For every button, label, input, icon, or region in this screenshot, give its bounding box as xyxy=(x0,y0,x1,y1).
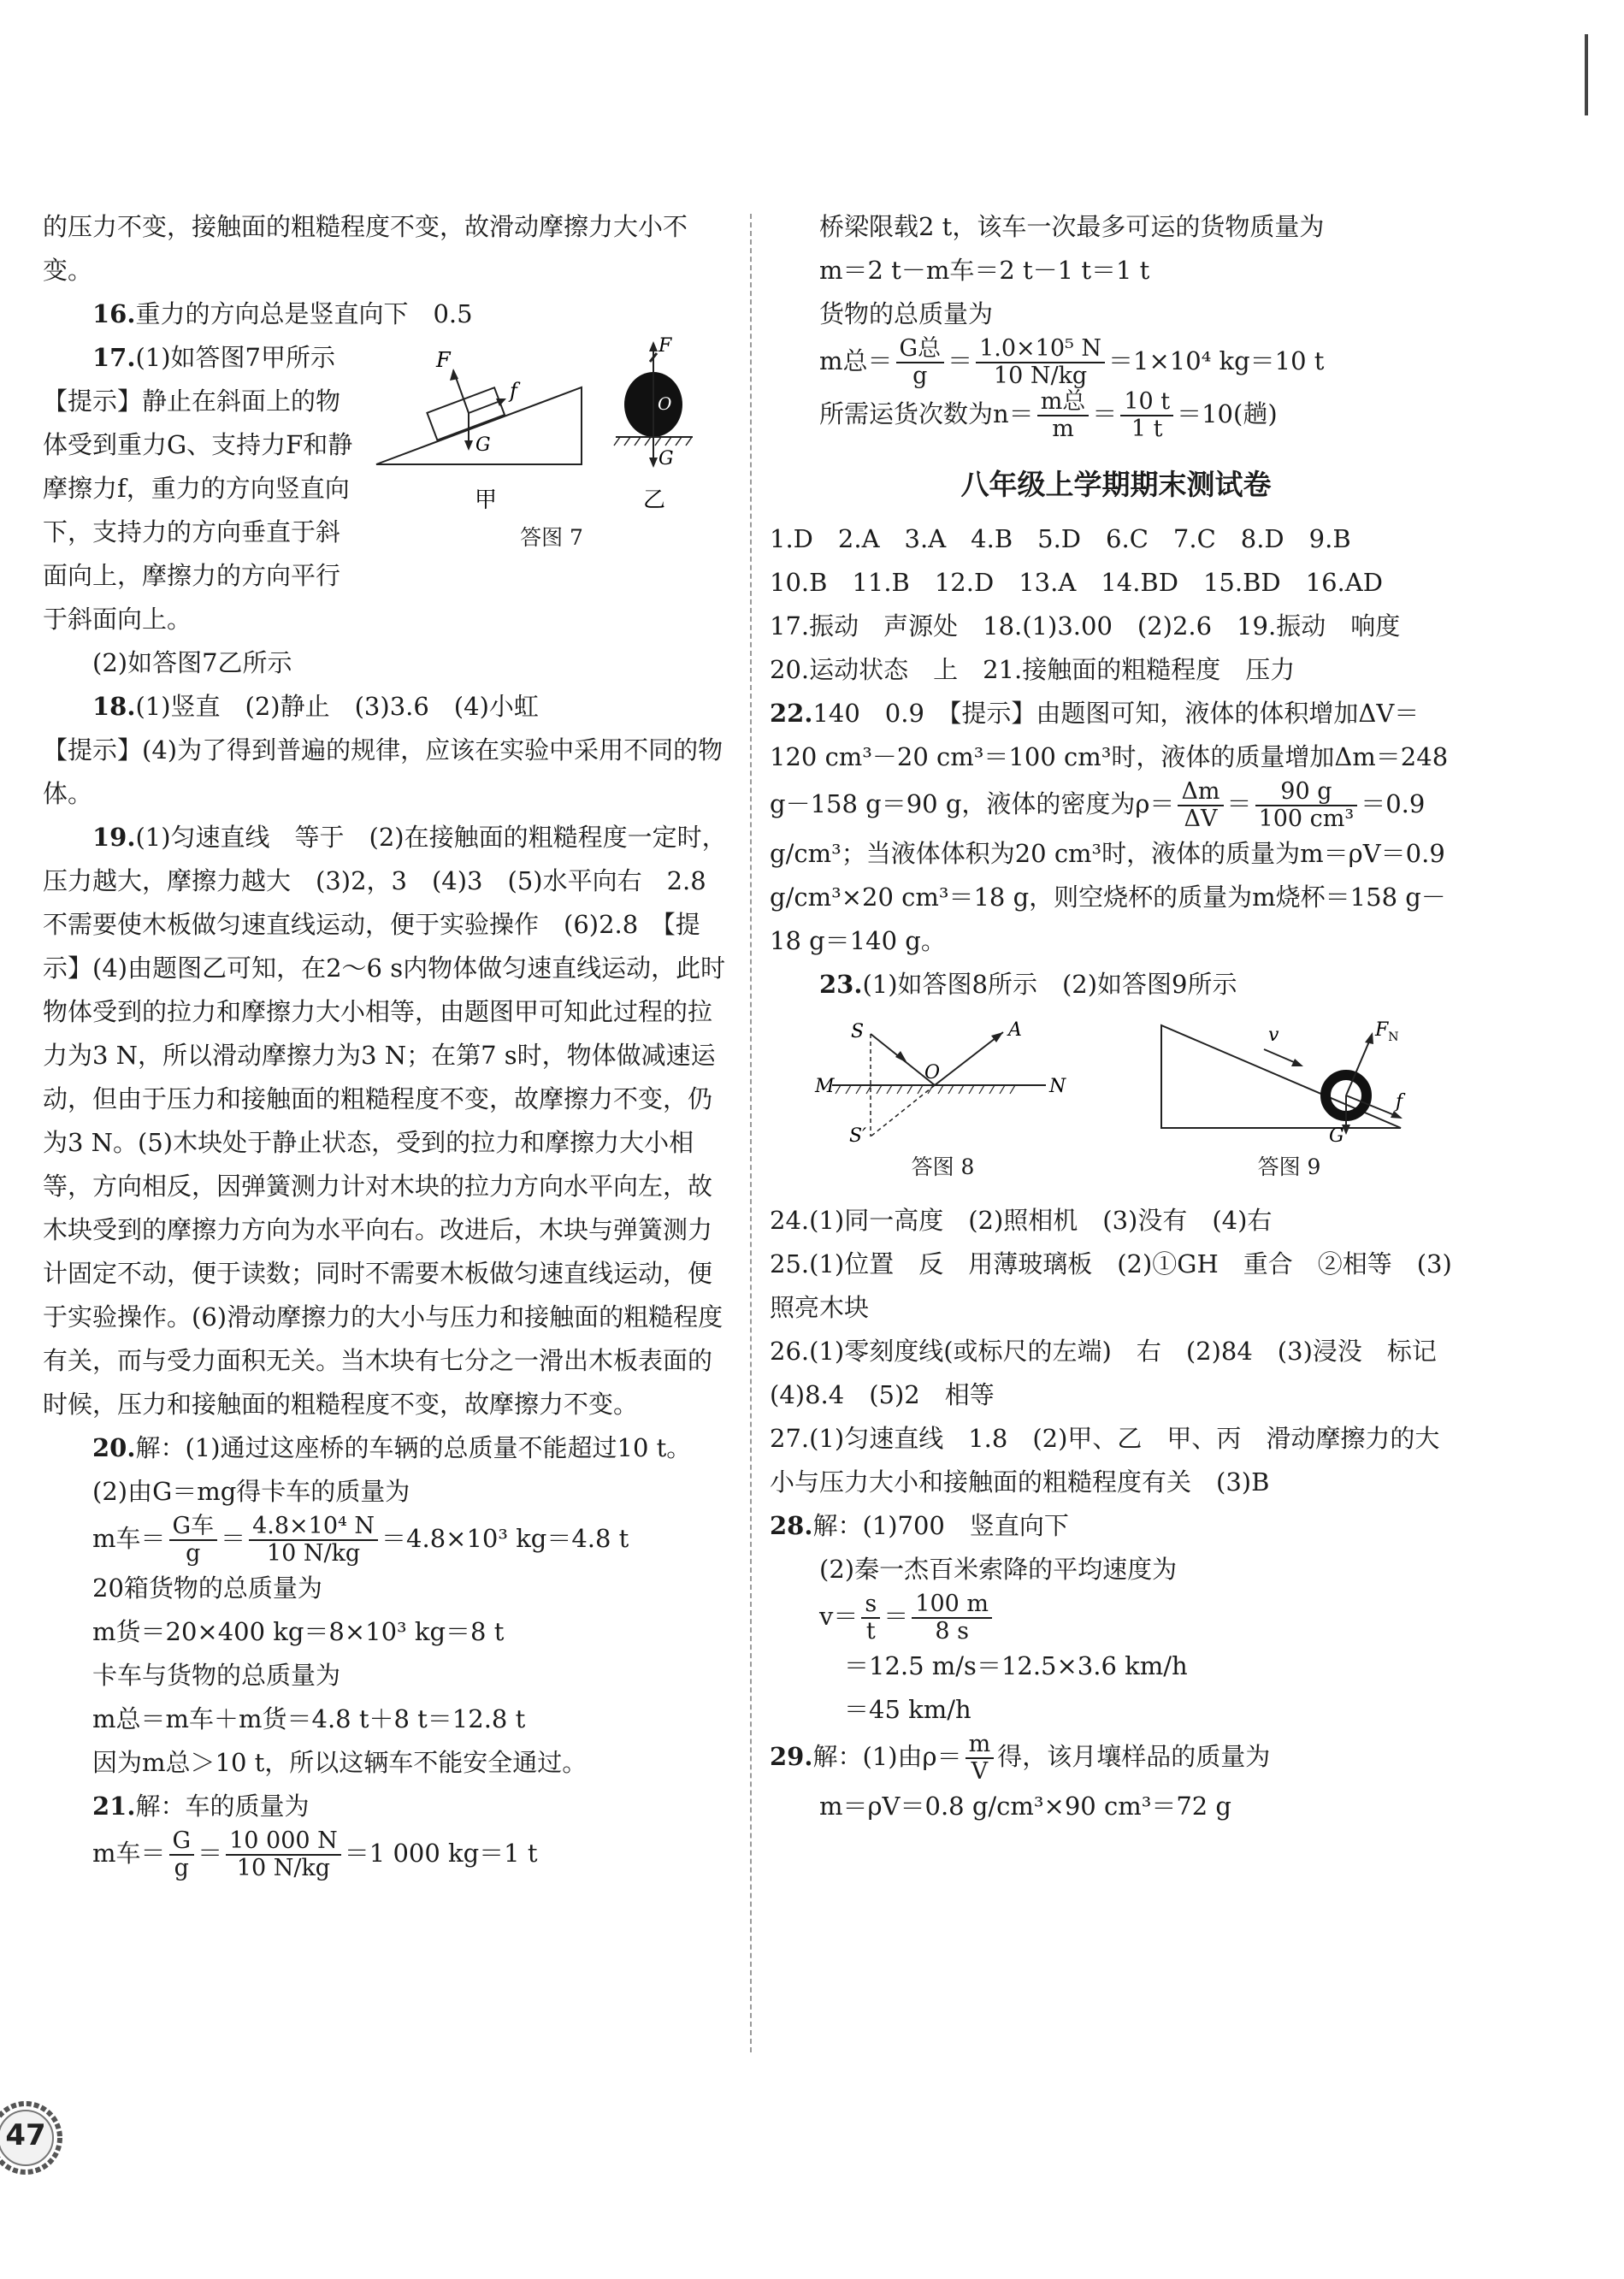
apple-label-F: F xyxy=(658,336,672,357)
numerator: G总 xyxy=(896,336,945,363)
fraction xyxy=(1178,779,1223,832)
answer-18 xyxy=(43,685,735,729)
fraction xyxy=(169,1828,195,1881)
answer-20 xyxy=(43,1426,735,1470)
denominator: 10 N/kg xyxy=(993,363,1088,389)
label-S: S xyxy=(850,1021,864,1042)
answer-29 xyxy=(770,1732,1462,1785)
answer-20-part2: (2)由G＝mg得卡车的质量为 xyxy=(92,1477,410,1506)
q18-text: (1)竖直 (2)静止 (3)3.6 (4)小虹 xyxy=(135,692,539,721)
label-N: N xyxy=(1048,1076,1066,1097)
equation-trip-count xyxy=(770,389,1462,442)
eq-sign: ＝ xyxy=(883,1602,909,1631)
q16-text: 重力的方向总是竖直向下 0.5 xyxy=(135,299,473,328)
right-column xyxy=(770,205,1462,1828)
q29-text-cont: 得，该月壤样品的质量为 xyxy=(997,1742,1271,1771)
label-FN-main: F xyxy=(1374,1019,1388,1041)
equation-speed-3: ＝45 km/h xyxy=(844,1695,971,1724)
label-f9: f xyxy=(1395,1091,1403,1113)
figure-8-diagram xyxy=(806,1017,1080,1145)
fraction xyxy=(226,1828,341,1881)
eq-sign: ＝ xyxy=(948,346,973,375)
equation-cargo-mass: m货＝20×400 kg＝8×10³ kg＝8 t xyxy=(92,1617,505,1646)
answer-20-part3: 20箱货物的总质量为 xyxy=(92,1573,322,1603)
answer-17-part2: (2)如答图7乙所示 xyxy=(92,648,292,677)
denominator: g xyxy=(912,363,928,389)
figure-7 xyxy=(368,336,735,550)
label-F: F xyxy=(436,348,451,372)
q18-number: 18. xyxy=(92,692,136,721)
fraction xyxy=(1120,389,1173,442)
numerator: 4.8×10⁴ N xyxy=(249,1514,378,1541)
eq-lhs: v＝ xyxy=(819,1602,859,1631)
figure-9-caption: 答图 9 xyxy=(1257,1154,1321,1179)
eq-sign: ＝ xyxy=(1092,399,1118,428)
figure-8 xyxy=(806,1017,1080,1189)
q23-text: (1)如答图8所示 (2)如答图9所示 xyxy=(862,970,1237,999)
denominator: V xyxy=(971,1758,989,1785)
denominator: t xyxy=(865,1618,876,1644)
denominator: 10 N/kg xyxy=(266,1540,361,1567)
answer-20-part4: 卡车与货物的总质量为 xyxy=(92,1661,341,1690)
equation-car-mass xyxy=(43,1828,735,1881)
q17-number: 17. xyxy=(92,343,136,372)
equation-speed xyxy=(770,1591,1462,1644)
fraction xyxy=(976,336,1105,389)
answer-28-part2: (2)秦一杰百米索降的平均速度为 xyxy=(819,1555,1178,1584)
answer-17-block xyxy=(43,336,735,641)
figure-7-caption: 答图 7 xyxy=(520,525,583,550)
denominator: g xyxy=(174,1855,189,1881)
apple-label-G: G xyxy=(658,448,674,469)
numerator: 90 g xyxy=(1255,779,1358,806)
q28-text: 解：(1)700 竖直向下 xyxy=(812,1511,1069,1540)
answer-21 xyxy=(43,1785,735,1828)
q17-text: (1)如答图7甲所示 【提示】静止在斜面上的物体受到重力G、支持力F和静摩擦力f，重力的方向竖直向下，支持力的方向垂直于斜面向上，摩擦力的方向平行于斜面向上。 xyxy=(43,343,360,634)
numerator: Δm xyxy=(1178,779,1223,806)
eq-rhs: ＝1 000 kg＝1 t xyxy=(344,1839,538,1868)
eq-rhs: ＝1×10⁴ kg＝10 t xyxy=(1108,346,1325,375)
eq-lhs: m车＝ xyxy=(92,1524,166,1553)
equation-cargo-total xyxy=(770,336,1462,389)
mc-answers-1: 1.D 2.A 3.A 4.B 5.D 6.C 7.C 8.D 9.B xyxy=(770,524,1351,553)
denominator: ΔV xyxy=(1184,806,1218,832)
figures-8-9 xyxy=(770,1017,1462,1189)
denominator: m xyxy=(1052,416,1074,442)
apple-label-O: O xyxy=(658,393,672,414)
numerator: 100 m xyxy=(912,1591,992,1619)
label-v: v xyxy=(1267,1024,1279,1046)
eq-sign: ＝ xyxy=(1226,789,1252,818)
eq-sign: ＝ xyxy=(198,1839,223,1868)
page-number: 47 xyxy=(5,2118,46,2152)
reflected-ray xyxy=(935,1032,1003,1085)
numerator: G车 xyxy=(169,1514,218,1541)
answer-24: 24.(1)同一高度 (2)照相机 (3)没有 (4)右 xyxy=(770,1206,1273,1235)
denominator: 10 N/kg xyxy=(236,1855,331,1881)
label-M: M xyxy=(814,1076,835,1097)
label-yi: 乙 xyxy=(643,487,666,513)
q20-number: 20. xyxy=(92,1433,136,1462)
fraction xyxy=(1255,779,1358,832)
label-jia: 甲 xyxy=(475,487,498,513)
q29-text: 解：(1)由ρ＝ xyxy=(812,1742,962,1771)
left-column xyxy=(43,205,735,1881)
answer-27: 27.(1)匀速直线 1.8 (2)甲、乙 甲、丙 滑动摩擦力的大小与压力大小和接触面的粗糙程度有关 (3)B xyxy=(770,1424,1440,1497)
block-on-incline xyxy=(427,387,505,440)
fraction xyxy=(912,1591,992,1644)
answer-26: 26.(1)零刻度线(或标尺的左端) 右 (2)84 (3)浸没 标记 (4)8.4 (5)2 相等 xyxy=(770,1337,1462,1409)
q22-number: 22. xyxy=(770,699,813,728)
fraction xyxy=(249,1514,378,1567)
label-S-prime: S′ xyxy=(848,1125,866,1145)
numerator: s xyxy=(861,1591,880,1619)
equation-truck-mass xyxy=(43,1514,735,1567)
numerator: 1.0×10⁵ N xyxy=(976,336,1105,363)
equation-speed-2: ＝12.5 m/s＝12.5×3.6 km/h xyxy=(844,1651,1188,1680)
eq-lhs: m总＝ xyxy=(819,346,893,375)
page-number-badge xyxy=(0,2099,77,2176)
continued-text: 的压力不变，接触面的粗糙程度不变，故滑动摩擦力大小不变。 xyxy=(43,212,688,285)
eq-rhs: ＝4.8×10³ kg＝4.8 t xyxy=(381,1524,629,1553)
q22-text-cont: ＝0.9 g/cm³；当液体体积为20 cm³时，液体的质量为m＝ρV＝0.9 g/cm³×20 cm³＝18 g，则空烧杯的质量为m烧杯＝158 g－18 g＝140 g。 xyxy=(770,789,1446,955)
denominator: g xyxy=(186,1540,201,1567)
cargo-total-text: 货物的总质量为 xyxy=(819,299,994,328)
eq-rhs: ＝10(趟) xyxy=(1177,399,1278,428)
q28-number: 28. xyxy=(770,1511,813,1540)
answer-20-conclusion: 因为m总＞10 t，所以这辆车不能安全通过。 xyxy=(92,1748,588,1777)
equation-sample-mass: m＝ρV＝0.8 g/cm³×90 cm³＝72 g xyxy=(819,1792,1231,1821)
answer-28 xyxy=(770,1504,1462,1548)
column-divider xyxy=(750,214,752,2052)
bridge-limit-text: 桥梁限载2 t，该车一次最多可运的货物质量为 xyxy=(819,212,1325,241)
q19-text: (1)匀速直线 等于 (2)在接触面的粗糙程度一定时，压力越大，摩擦力越大 (3)2，3 (4)3 (5)水平向右 2.8 不需要使木板做匀速直线运动，便于实验操作 (6)2.8 【提示】(4)由题图乙可知，在2～6 s内物体做匀速直线运动，此时物体受到的拉力和摩擦力大小相等，由题图甲可知此过程的拉力为3 N，所以滑动摩擦力为3 N；在第7 s时，物体做减速运动，但由于压力和接触面的粗糙程度不变，故摩擦力不变，仍为3 N。(5)木块处于静止状态，受到的拉力和摩擦力大小相等，方向相反，因弹簧测力计对木块的拉力方向水平向左，故木块受到的摩擦力方向为水平向右。改进后，木块与弹簧测力计固定不动，便于读数；同时不需要木板做匀速直线运动，便于实验操作。(6)滑动摩擦力的大小与压力和接触面的粗糙程度有关，而与受力面积无关。当木块有七分之一滑出木板表面的时候，压力和接触面的粗糙程度不变，故摩擦力不变。 xyxy=(43,823,731,1419)
virtual-ray xyxy=(871,1085,935,1137)
fraction xyxy=(169,1514,218,1567)
fraction xyxy=(896,336,945,389)
denominator: 100 cm³ xyxy=(1258,806,1355,832)
q21-text: 解：车的质量为 xyxy=(135,1792,310,1821)
label-G9: G xyxy=(1328,1125,1344,1145)
q22-text: 140 0.9 【提示】由题图可知，液体的体积增加ΔV＝120 cm³－20 cm³＝100 cm³时，液体的质量增加Δm＝248 g－158 g＝90 g，液体的密度为ρ＝ xyxy=(770,699,1449,818)
equation-cargo-limit: m＝2 t－m车＝2 t－1 t＝1 t xyxy=(819,256,1150,285)
label-A: A xyxy=(1007,1019,1022,1041)
answer-22 xyxy=(770,692,1462,963)
section-heading: 八年级上学期期末测试卷 xyxy=(960,468,1272,501)
label-G: G xyxy=(475,434,491,456)
numerator: 10 t xyxy=(1120,389,1173,416)
answers-17-19: 17.振动 声源处 18.(1)3.00 (2)2.6 19.振动 响度 xyxy=(770,611,1401,641)
eq-lhs: 所需运货次数为n＝ xyxy=(819,399,1034,428)
denominator: 8 s xyxy=(935,1618,969,1644)
label-f: f xyxy=(510,379,517,403)
figure-8-caption: 答图 8 xyxy=(911,1154,975,1179)
answer-19 xyxy=(43,816,735,1426)
label-O: O xyxy=(924,1062,940,1083)
eq-sign: ＝ xyxy=(221,1524,246,1553)
answer-18-tip: 【提示】(4)为了得到普遍的规律，应该在实验中采用不同的物体。 xyxy=(43,735,723,808)
fraction xyxy=(966,1732,995,1785)
page-edge-mark xyxy=(1585,34,1588,115)
eq-lhs: m车＝ xyxy=(92,1839,166,1868)
answers-20-21: 20.运动状态 上 21.接触面的粗糙程度 压力 xyxy=(770,655,1296,684)
numerator: m总 xyxy=(1037,389,1090,416)
numerator: m xyxy=(966,1732,995,1759)
figure-7-diagram xyxy=(368,336,735,516)
answer-25: 25.(1)位置 反 用薄玻璃板 (2)①GH 重合 ②相等 (3)照亮木块 xyxy=(770,1249,1452,1322)
answer-16 xyxy=(43,292,735,336)
equation-total-mass: m总＝m车＋m货＝4.8 t＋8 t＝12.8 t xyxy=(92,1704,526,1733)
label-FN xyxy=(1374,1019,1399,1044)
label-FN-sub: N xyxy=(1387,1030,1399,1044)
answer-23 xyxy=(770,963,1462,1007)
fraction xyxy=(1037,389,1090,442)
q21-number: 21. xyxy=(92,1792,136,1821)
q29-number: 29. xyxy=(770,1742,813,1771)
q19-number: 19. xyxy=(92,823,136,852)
mc-answers-2: 10.B 11.B 12.D 13.A 14.BD 15.BD 16.AD xyxy=(770,568,1383,597)
figure-9 xyxy=(1153,1017,1426,1189)
q16-number: 16. xyxy=(92,299,136,328)
denominator: 1 t xyxy=(1131,416,1163,442)
fraction xyxy=(861,1591,880,1644)
numerator: G xyxy=(169,1828,195,1856)
figure-9-diagram xyxy=(1153,1017,1426,1145)
q23-number: 23. xyxy=(819,970,863,999)
numerator: 10 000 N xyxy=(226,1828,341,1856)
q20-text: 解：(1)通过这座桥的车辆的总质量不能超过10 t。 xyxy=(135,1433,692,1462)
